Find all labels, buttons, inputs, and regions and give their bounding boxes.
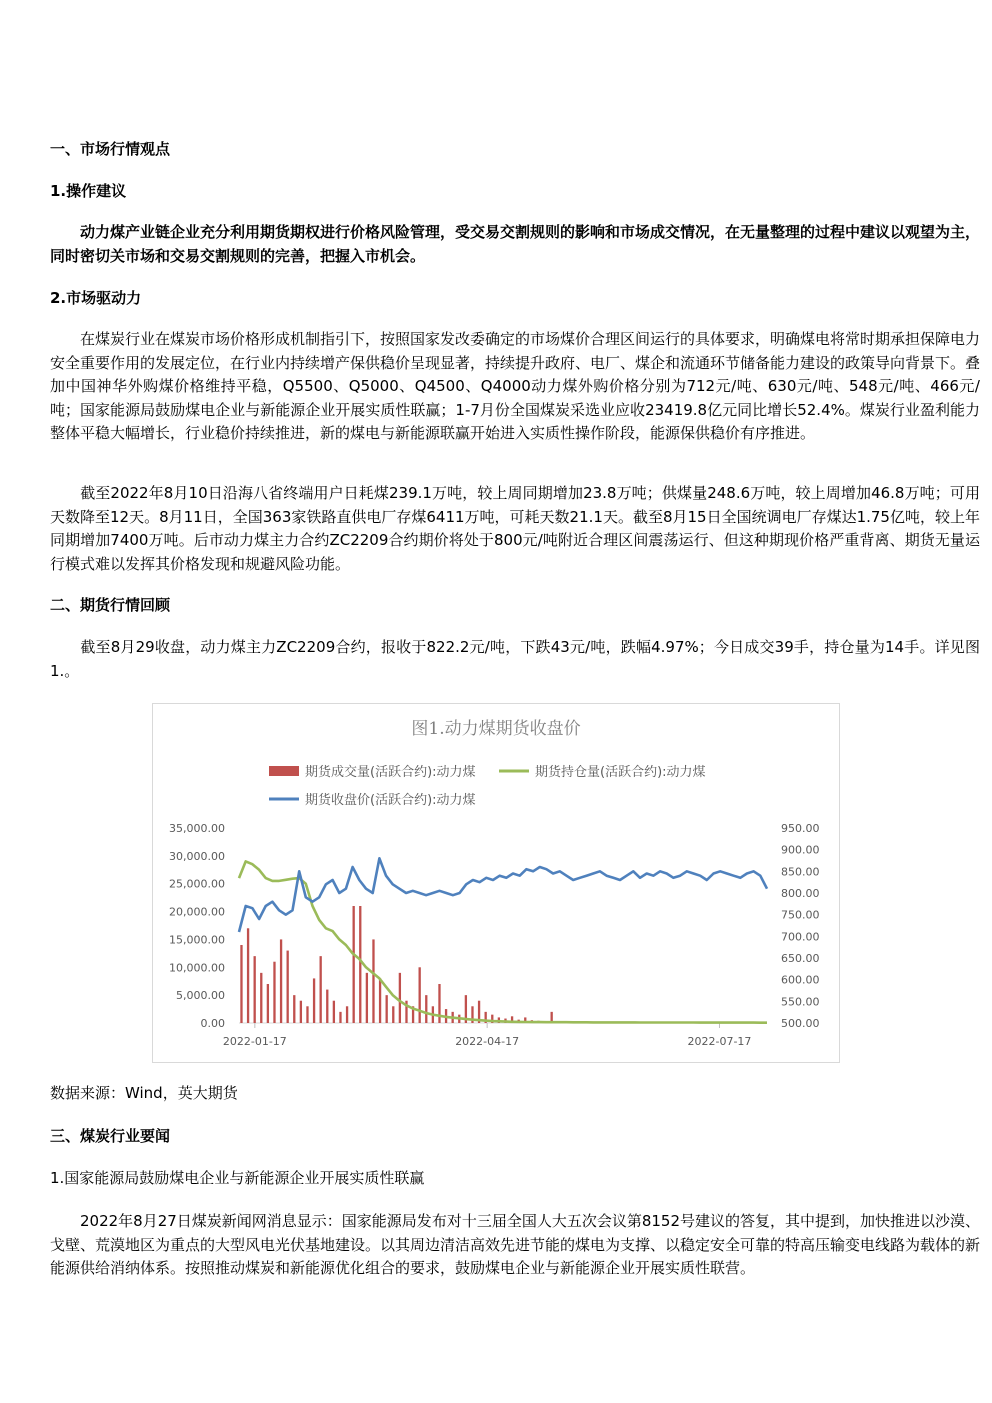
volume-bar [313,978,315,1023]
right-axis-tick: 650.00 [781,952,820,965]
section-3-1-paragraph: 2022年8月27日煤炭新闻网消息显示：国家能源局发布对十三届全国人大五次会议第8152号建议的答复，其中提到，加快推进以沙漠、戈壁、荒漠地区为重点的大型风电光伏基地建设。以其周边清洁高效先进节能的煤电为支撑、以稳定安全可靠的特高压输变电线路为载体的新能源供给消纳体系。按照推动煤炭和新能源优化组合的要求，鼓励煤电企业与新能源企业开展实质性联营。 [50,1212,981,1277]
legend-label-volume: 期货成交量(活跃合约):动力煤 [305,765,476,780]
volume-bar [346,1006,348,1023]
volume-bar [280,939,282,1023]
left-axis-tick: 5,000.00 [176,989,225,1003]
chart-svg [153,704,839,1062]
volume-bar [300,1001,302,1023]
left-axis-tick: 0.00 [200,1017,225,1030]
volume-bar [306,1006,308,1023]
figure-1-chart [152,703,840,1063]
volume-bar [353,906,355,1023]
close-price-line [239,858,767,932]
x-axis-tick-label: 2022-01-17 [222,1035,287,1048]
volume-bar [260,973,262,1023]
x-axis-tick-label: 2022-04-17 [455,1035,520,1048]
section-3-1-title: 1.国家能源局鼓励煤电企业与新能源企业开展实质性联赢 [50,1169,425,1187]
right-axis-tick: 700.00 [781,930,820,944]
right-axis-tick: 800.00 [781,887,820,900]
section-2-title: 二、期货行情回顾 [50,596,171,614]
right-axis-tick: 900.00 [781,843,820,857]
legend-label-open-interest: 期货持仓量(活跃合约):动力煤 [535,765,706,780]
volume-bar [320,956,322,1023]
section-3-title: 三、煤炭行业要闻 [50,1127,171,1145]
volume-bar [386,995,388,1023]
left-axis-tick: 15,000.00 [169,933,225,947]
volume-bar [372,939,374,1023]
section-1-title: 一、市场行情观点 [50,140,171,158]
x-axis-tick-label: 2022-07-17 [687,1035,752,1048]
left-axis-tick: 25,000.00 [169,877,225,891]
volume-bar [287,951,289,1023]
legend-swatch-volume [269,766,299,776]
volume-bar [267,984,269,1023]
volume-bar [240,945,242,1023]
section-1-1-paragraph: 动力煤产业链企业充分利用期货期权进行价格风险管理，受交易交割规则的影响和市场成交情况，在无量整理的过程中建议以观望为主，同时密切关市场和交易交割规则的完善，把握入市机会。 [50,223,981,265]
section-2-paragraph: 截至8月29收盘，动力煤主力ZC2209合约，报收于822.2元/吨，下跌43元/吨，跌幅4.97%；今日成交39手，持仓量为14手。详见图1.。 [50,638,980,680]
chart-title: 图1.动力煤期货收盘价 [411,719,581,739]
right-axis-tick: 850.00 [781,865,820,879]
section-1-2-paragraph-a: 在煤炭行业在煤炭市场价格形成机制指引下，按照国家发改委确定的市场煤价合理区间运行的具体要求，明确煤电将常时期承担保障电力安全重要作用的发展定位，在行业内持续增产保供稳价呈现显著，持续提升政府、电厂、煤企和流通环节储备能力建设的政策导向背景下。叠加中国神华外购煤价格维持平稳，Q5500、Q5000、Q4500、Q4000动力煤外购价格分别为712元/吨、630元/吨、548元/吨、466元/吨；国家能源局鼓励煤电企业与新能源企业开展实质性联赢；1-7月份全国煤炭采选业应收23419.8亿元同比增长52.4%。煤炭行业盈利能力整体平稳大幅增长，行业稳价持续推进，新的煤电与新能源联赢开始进入实质性操作阶段，能源保供稳价有序推进。 [50,330,981,442]
volume-bar [339,1012,341,1023]
left-axis-tick: 20,000.00 [169,905,225,919]
legend-label-close-price: 期货收盘价(活跃合约):动力煤 [305,793,476,808]
volume-bar [254,956,256,1023]
right-axis-tick: 600.00 [781,973,820,987]
volume-bar [425,995,427,1023]
volume-bar [326,990,328,1023]
volume-bar [333,1001,335,1023]
right-axis-tick: 500.00 [781,1017,820,1030]
right-axis-tick: 950.00 [781,822,820,835]
volume-bar [419,967,421,1023]
section-1-2-title: 2.市场驱动力 [50,289,142,307]
left-axis-tick: 30,000.00 [169,849,225,863]
left-axis-tick: 35,000.00 [169,822,225,835]
volume-bar [247,928,249,1023]
volume-bar [379,978,381,1023]
volume-bar [359,906,361,1023]
volume-bar [399,973,401,1023]
open-interest-line [239,861,767,1022]
section-1-2-paragraph-b: 截至2022年8月10日沿海八省终端用户日耗煤239.1万吨，较上周同期增加23.8万吨；供煤量248.6万吨，较上周增加46.8万吨；可用天数降至12天。8月11日，全国363家铁路直供电厂存煤6411万吨，可耗天数21.1天。截至8月15日全国统调电厂存煤达1.75亿吨，较上年同期增加7400万吨。后市动力煤主力合约ZC2209合约期价将处于800元/吨附近合理区间震荡运行、但这种期现价格严重背离、期货无量运行模式难以发挥其价格发现和规避风险功能。 [50,484,980,573]
section-1-1-title: 1.操作建议 [50,182,127,200]
volume-bar [392,1006,394,1023]
data-source: 数据来源：Wind，英大期货 [50,1084,238,1102]
left-axis-tick: 10,000.00 [169,961,225,975]
volume-bar [366,973,368,1023]
volume-bar [273,962,275,1023]
volume-bar [293,995,295,1023]
right-axis-tick: 750.00 [781,908,820,922]
right-axis-tick: 550.00 [781,995,820,1009]
